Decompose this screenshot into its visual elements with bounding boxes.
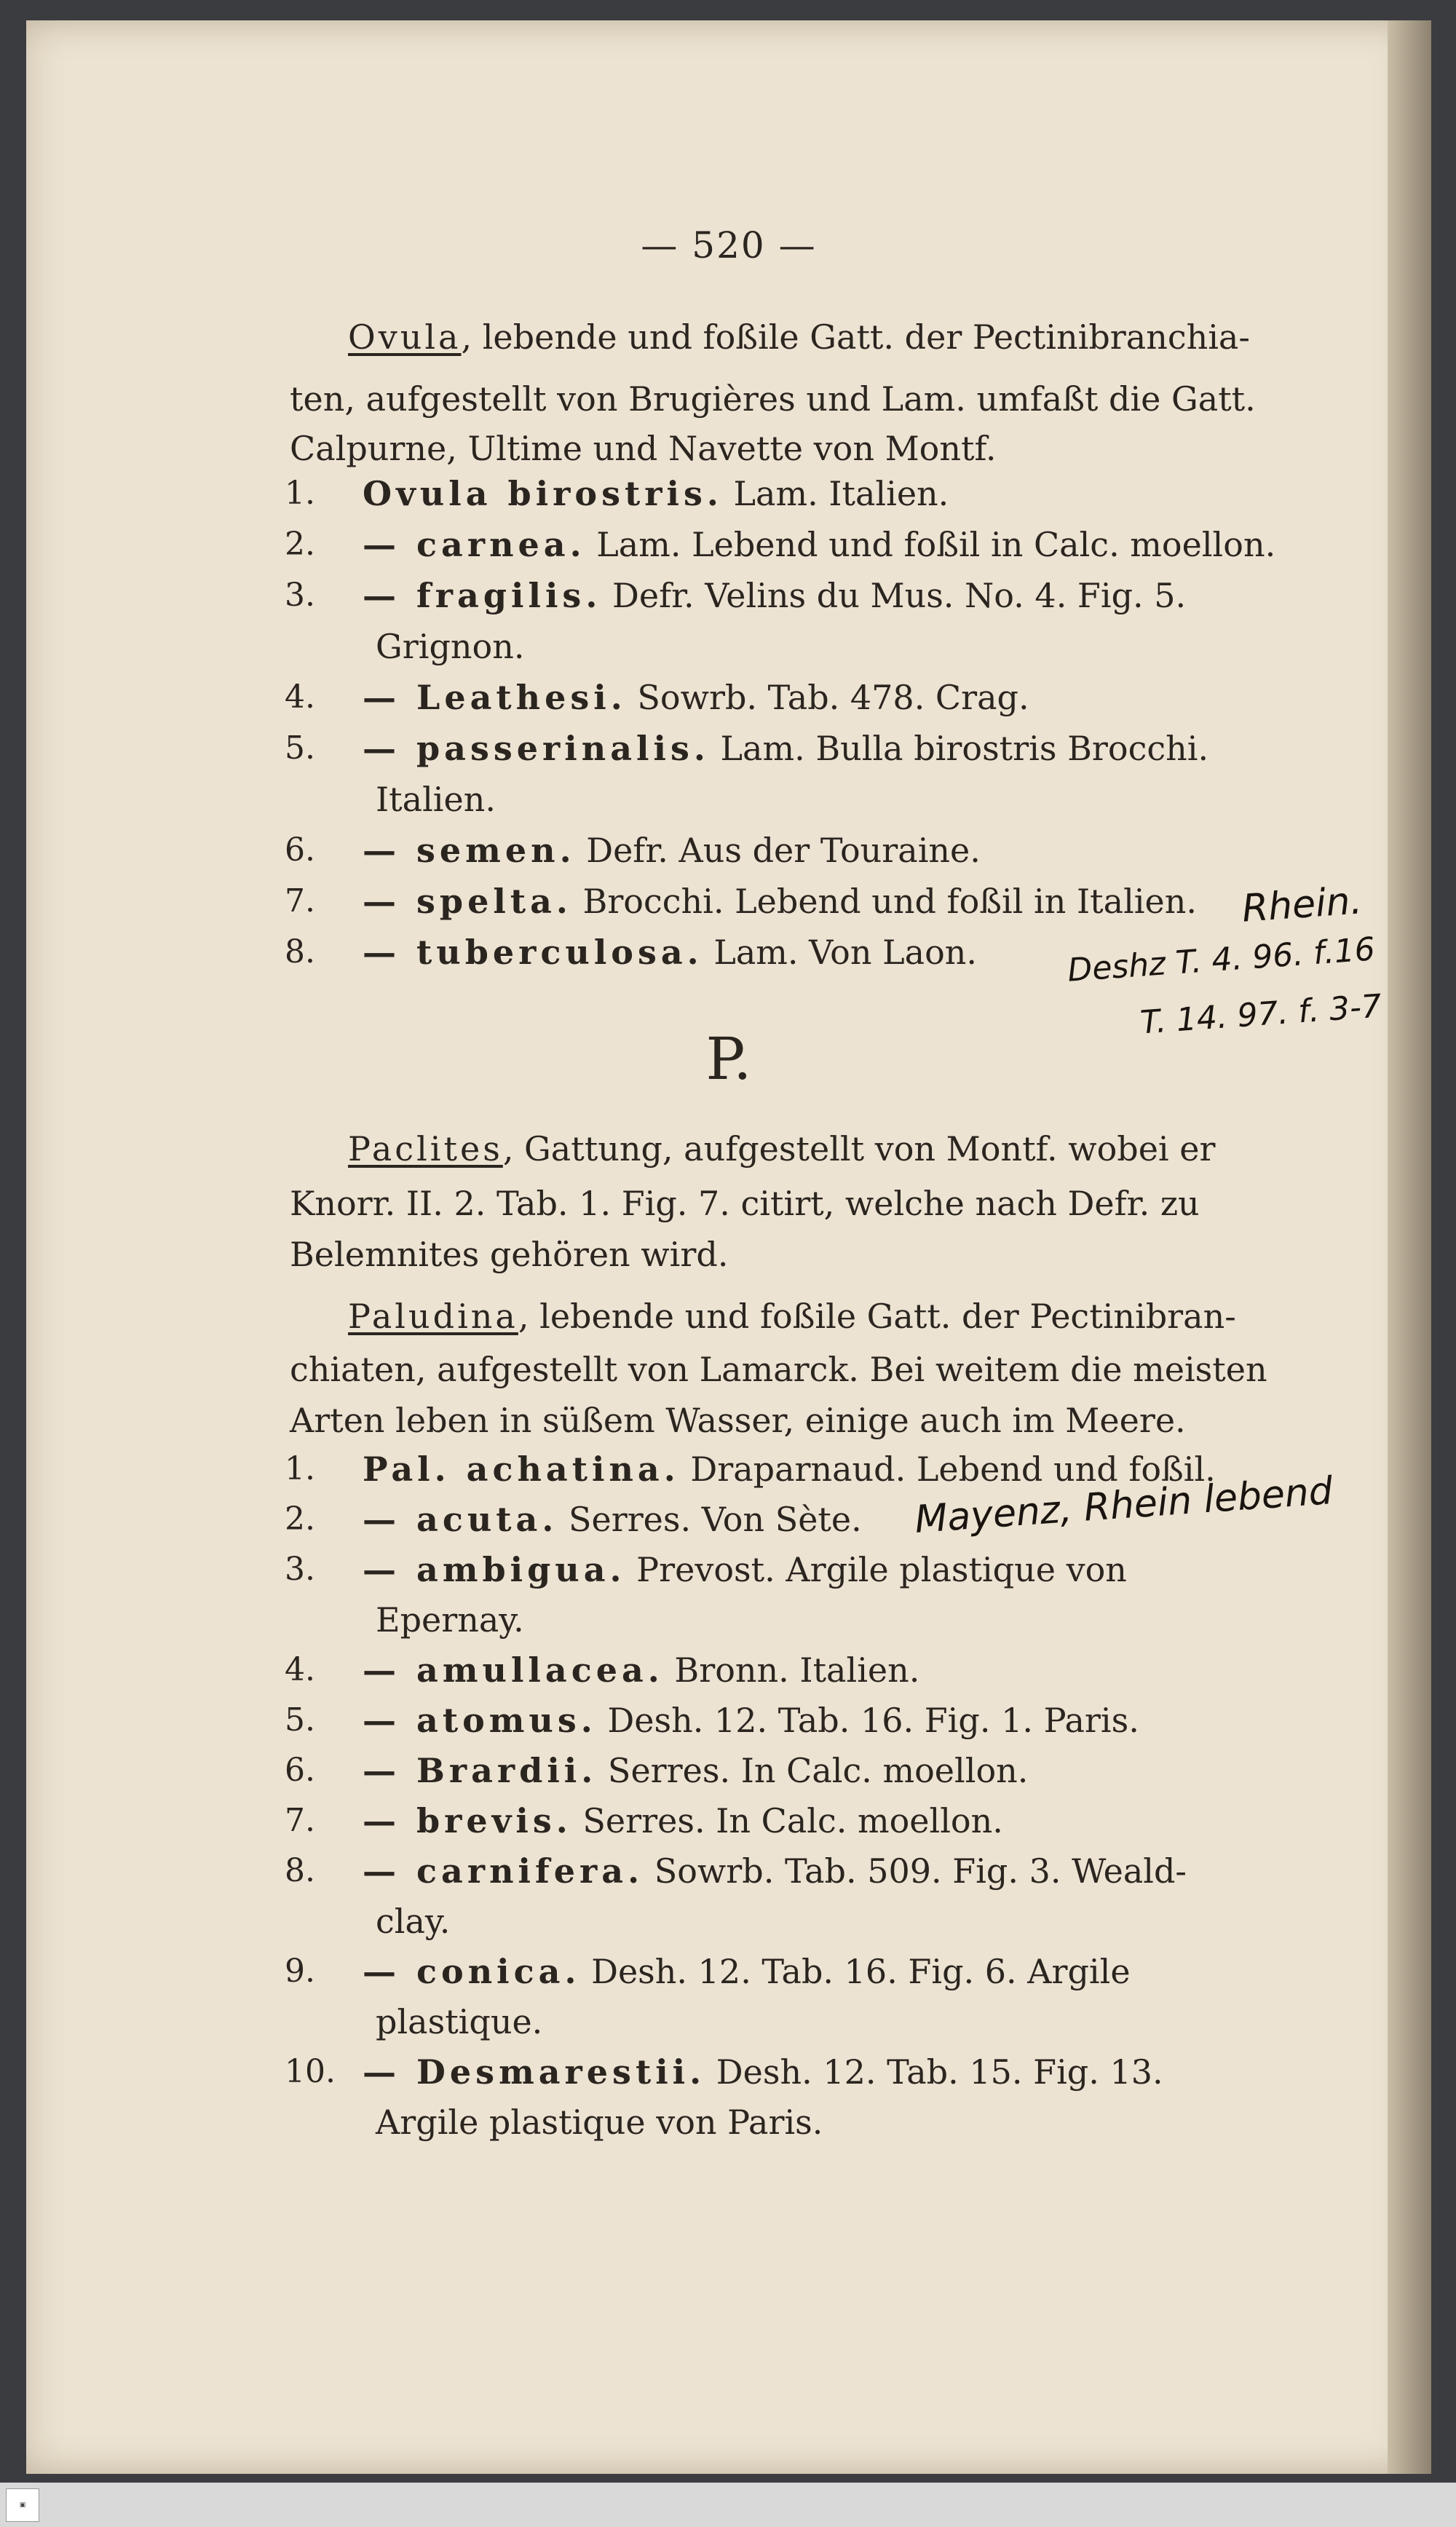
paludina-entry-details: Desh. 12. Tab. 16. Fig. 6. Argile <box>580 1952 1131 1991</box>
paludina-entry-text <box>363 1799 1003 1843</box>
paludina-entry-number: 6. <box>285 1752 315 1789</box>
ovula-entry-text <box>363 523 1275 566</box>
ovula-species-name: — tuberculosa. <box>363 933 703 972</box>
paludina-entry-text <box>376 2000 542 2044</box>
paludina-line-2: chiaten, aufgestellt von Lamarck. Bei weitem die meisten <box>290 1350 1267 1389</box>
paclites-line-3: Belemnites gehören wird. <box>290 1235 729 1274</box>
paclites-headword: Paclites <box>348 1129 503 1168</box>
paludina-entry-details: Sowrb. Tab. 509. Fig. 3. Weald- <box>644 1851 1187 1891</box>
ovula-entry-text <box>363 930 977 974</box>
book-page <box>26 20 1431 2474</box>
page-number: — 520 — <box>641 224 817 266</box>
paludina-species-name: — atomus. <box>363 1701 597 1740</box>
ovula-species-name: — spelta. <box>363 882 572 921</box>
paludina-species-name: — amullacea. <box>363 1650 664 1690</box>
paludina-entry-details: Serres. In Calc. moellon. <box>571 1801 1003 1840</box>
ovula-entry-number: 1. <box>285 475 315 512</box>
paludina-species-name: — brevis. <box>363 1801 572 1840</box>
paludina-entry-text <box>363 1548 1127 1591</box>
paludina-entry-number: 2. <box>285 1500 315 1538</box>
paludina-entry-details: Serres. Von Sète. <box>558 1500 862 1539</box>
ovula-entry-details: Italien. <box>376 780 496 819</box>
handwritten-note-rhein: Rhein. <box>1241 879 1364 931</box>
ovula-intro-text-1: , lebende und foßile Gatt. der Pectinibranchia- <box>461 317 1250 357</box>
ovula-entry-details: Defr. Velins du Mus. No. 4. Fig. 5. <box>601 576 1187 615</box>
paludina-species-name: — carnifera. <box>363 1851 644 1891</box>
paludina-entry-text <box>363 1447 1216 1491</box>
paludina-entry-details: Bronn. Italien. <box>663 1650 920 1690</box>
paludina-entry-text <box>363 1849 1187 1893</box>
paludina-entry-text <box>363 1950 1131 1993</box>
paludina-species-name: — Desmarestii. <box>363 2052 706 2092</box>
ovula-entry-number: 5. <box>285 729 315 767</box>
paludina-entry-text <box>363 1498 862 1541</box>
ovula-entry-details: Lam. Lebend und foßil in Calc. moellon. <box>585 525 1276 564</box>
ovula-entry-text <box>363 879 1197 923</box>
ovula-intro-line-1 <box>348 315 1250 359</box>
paludina-line-1 <box>348 1294 1236 1338</box>
paludina-entry-details: Epernay. <box>376 1600 524 1640</box>
paludina-entry-text <box>363 1648 919 1692</box>
ovula-entry-number: 8. <box>285 933 315 970</box>
ovula-entry-text <box>376 778 496 821</box>
section-letter: P. <box>705 1025 752 1093</box>
ovula-entry-details: Sowrb. Tab. 478. Crag. <box>626 678 1029 717</box>
ovula-species-name: — carnea. <box>363 525 586 564</box>
paclites-text-1: , Gattung, aufgestellt von Montf. wobei er <box>502 1129 1216 1168</box>
ovula-intro-line-2: ten, aufgestellt von Brugières und Lam. umfaßt die Gatt. <box>290 379 1256 419</box>
ovula-entry-text <box>363 727 1208 770</box>
paludina-species-name: Pal. achatina. <box>363 1450 680 1489</box>
paludina-entry-text <box>363 1698 1139 1742</box>
paludina-species-name: — acuta. <box>363 1500 558 1539</box>
paludina-text-1: , lebende und foßile Gatt. der Pectinibran- <box>518 1297 1236 1336</box>
ovula-entry-details: Lam. Bulla birostris Brocchi. <box>709 729 1209 768</box>
ovula-entry-number: 7. <box>285 882 315 920</box>
paludina-entry-number: 7. <box>285 1802 315 1839</box>
paludina-entry-number: 4. <box>285 1651 315 1688</box>
paludina-species-name: — ambigua. <box>363 1550 626 1589</box>
ovula-species-name: — semen. <box>363 831 576 870</box>
paludina-entry-details: Prevost. Argile plastique von <box>625 1550 1127 1589</box>
ovula-entry-number: 4. <box>285 679 315 716</box>
paludina-line-3: Arten leben in süßem Wasser, einige auch im Meere. <box>290 1401 1186 1440</box>
ovula-species-name: — fragilis. <box>363 576 602 615</box>
ovula-species-name: Ovula birostris. <box>363 474 723 513</box>
paludina-entry-details: Serres. In Calc. moellon. <box>597 1751 1029 1790</box>
paludina-entry-details: Desh. 12. Tab. 16. Fig. 1. Paris. <box>596 1701 1139 1740</box>
paludina-entry-text <box>376 2100 823 2144</box>
paludina-entry-number: 8. <box>285 1852 315 1889</box>
ovula-entry-details: Defr. Aus der Touraine. <box>575 831 981 870</box>
paludina-entry-details: plastique. <box>376 2002 543 2041</box>
paludina-entry-details: Draparnaud. Lebend und foßil. <box>679 1450 1216 1489</box>
paludina-entry-number: 1. <box>285 1450 315 1487</box>
ovula-entry-details: Brocchi. Lebend und foßil in Italien. <box>571 882 1197 921</box>
ovula-entry-details: Grignon. <box>376 627 525 666</box>
ovula-entry-details: Lam. Von Laon. <box>703 933 978 972</box>
handwritten-note-desh-1: Deshz T. 4. 96. f.16 <box>1066 930 1377 989</box>
handwritten-note-mayenz: Mayenz, Rhein lebend <box>913 1469 1334 1542</box>
paclites-line-1 <box>348 1127 1215 1171</box>
page-spine-shadow <box>1388 20 1431 2474</box>
ovula-entry-text <box>363 829 981 872</box>
handwritten-note-desh-2: T. 14. 97. f. 3-7 <box>1139 987 1383 1042</box>
ovula-species-name: — passerinalis. <box>363 729 710 768</box>
paclites-line-2: Knorr. II. 2. Tab. 1. Fig. 7. citirt, welche nach Defr. zu <box>290 1184 1200 1223</box>
paludina-entry-number: 5. <box>285 1701 315 1739</box>
paludina-species-name: — Brardii. <box>363 1751 598 1790</box>
ovula-intro-line-3: Calpurne, Ultime und Navette von Montf. <box>290 429 997 468</box>
paludina-entry-details: Argile plastique von Paris. <box>376 2103 823 2142</box>
ovula-entry-number: 6. <box>285 831 315 869</box>
paludina-entry-text <box>376 1899 450 1943</box>
viewer-bottom-bar <box>0 2483 1456 2527</box>
paludina-entry-number: 9. <box>285 1953 315 1990</box>
ovula-entry-text <box>363 574 1186 617</box>
ovula-entry-details: Lam. Italien. <box>722 474 949 513</box>
ovula-entry-number: 2. <box>285 526 315 563</box>
ovula-species-name: — Leathesi. <box>363 678 627 717</box>
paludina-entry-details: clay. <box>376 1902 451 1941</box>
ovula-entry-text <box>363 472 949 515</box>
paludina-entry-text <box>376 1598 524 1642</box>
paludina-entry-text <box>363 2050 1163 2094</box>
paludina-entry-details: Desh. 12. Tab. 15. Fig. 13. <box>705 2052 1163 2092</box>
paludina-entry-number: 10. <box>285 2053 336 2090</box>
paludina-headword: Paludina <box>348 1297 518 1336</box>
paludina-entry-number: 3. <box>285 1551 315 1588</box>
ovula-entry-text <box>376 625 524 668</box>
ovula-headword: Ovula <box>348 317 462 357</box>
paludina-species-name: — conica. <box>363 1952 581 1991</box>
paludina-entry-text <box>363 1749 1028 1792</box>
ovula-entry-text <box>363 676 1029 719</box>
ovula-entry-number: 3. <box>285 577 315 614</box>
library-logo-icon: ▣ <box>6 2488 39 2522</box>
